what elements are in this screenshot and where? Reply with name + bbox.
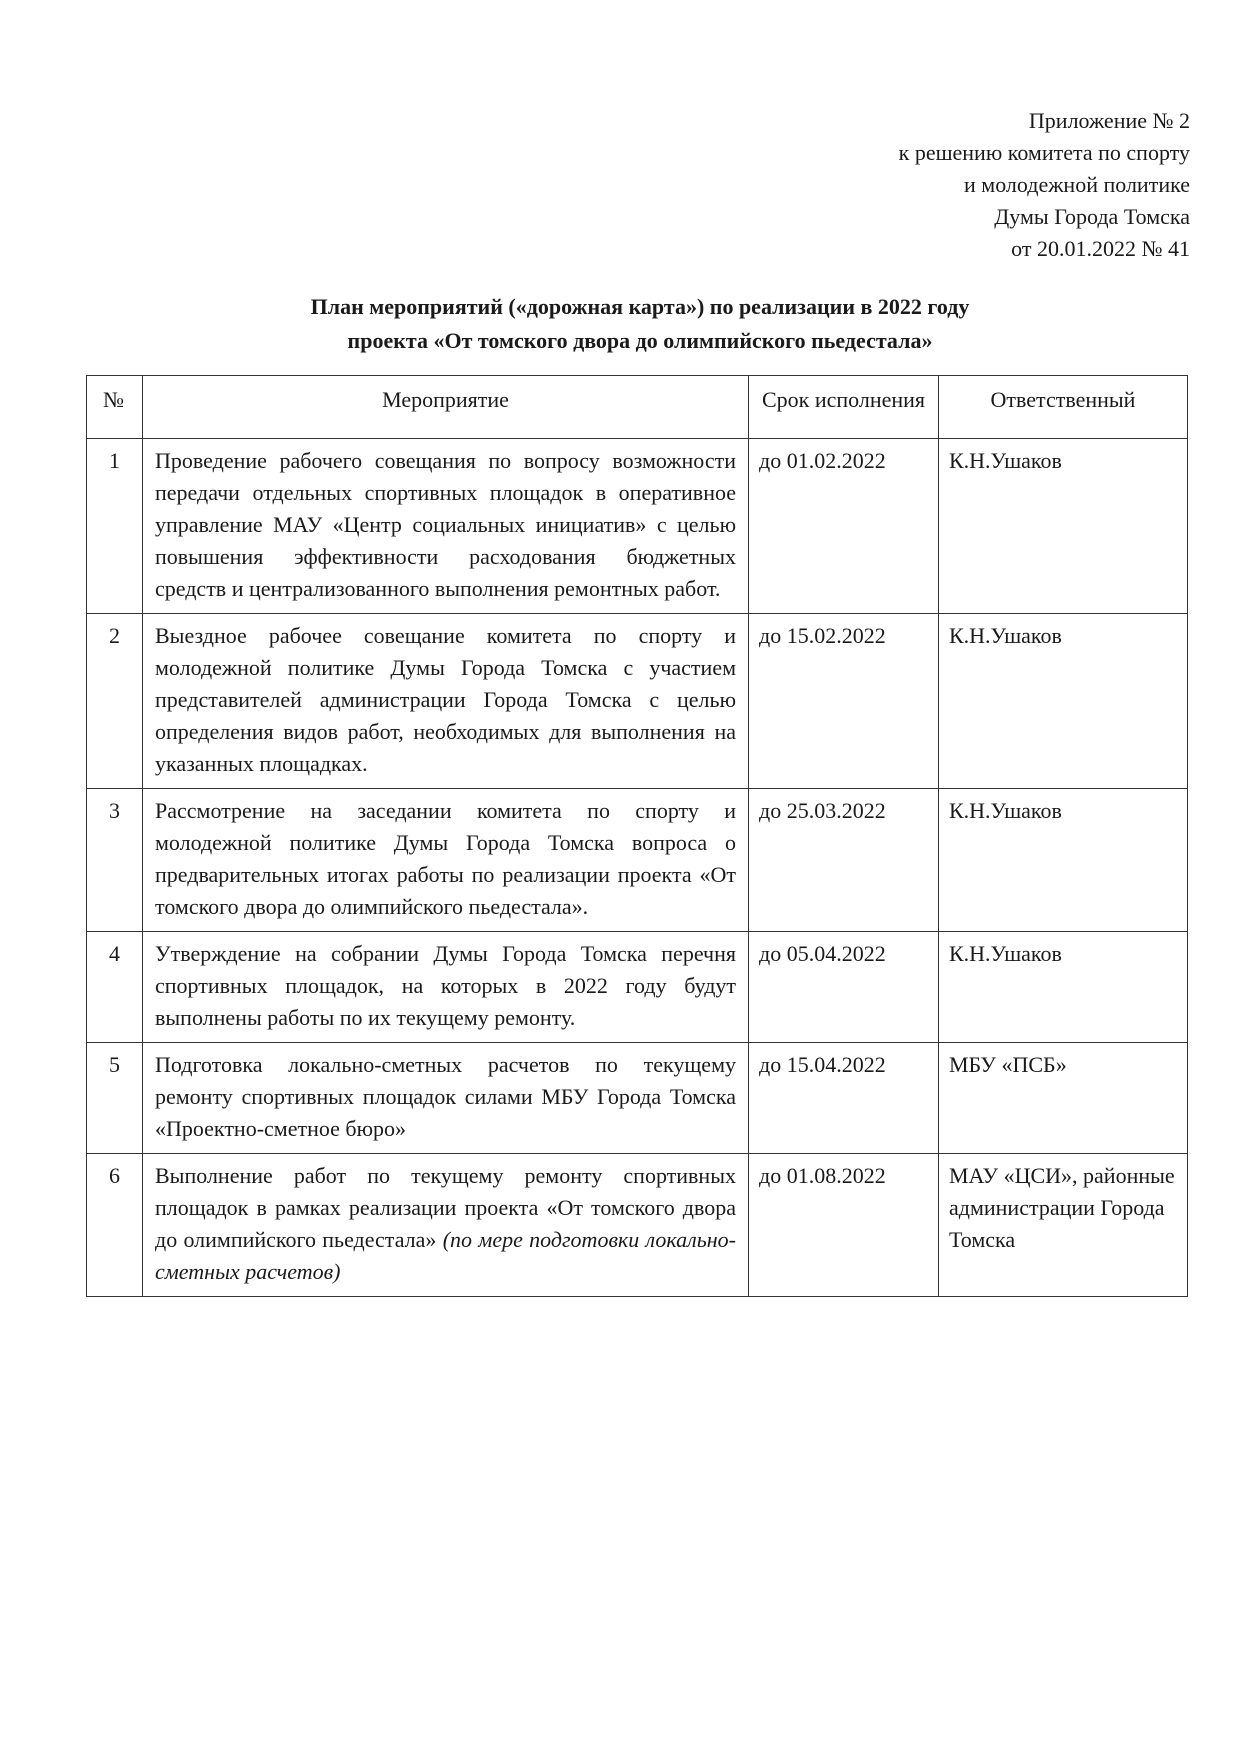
row-deadline: до 15.02.2022 bbox=[749, 614, 939, 789]
table-row bbox=[87, 1043, 1188, 1154]
roadmap-table bbox=[86, 375, 1188, 1297]
row-responsible: К.Н.Ушаков bbox=[939, 932, 1188, 1043]
appendix-line-5: от 20.01.2022 № 41 bbox=[1011, 236, 1190, 261]
row-num: 5 bbox=[87, 1043, 143, 1154]
row-event-text: Выполнение работ по текущему ремонту спортивных площадок в рамках реализации проекта «От томского двора до олимпийского пьедестала» bbox=[155, 1163, 736, 1252]
row-num: 3 bbox=[87, 789, 143, 932]
header-num: № bbox=[87, 376, 143, 439]
row-deadline: до 01.08.2022 bbox=[749, 1154, 939, 1297]
appendix-header bbox=[700, 105, 1190, 265]
row-deadline: до 25.03.2022 bbox=[749, 789, 939, 932]
table-header-row bbox=[87, 376, 1188, 439]
row-num: 2 bbox=[87, 614, 143, 789]
header-deadline: Срок исполнения bbox=[749, 376, 939, 439]
table-row bbox=[87, 789, 1188, 932]
appendix-line-3: и молодежной политике bbox=[964, 172, 1190, 197]
appendix-line-1: Приложение № 2 bbox=[1028, 108, 1190, 133]
row-num: 6 bbox=[87, 1154, 143, 1297]
table-row bbox=[87, 932, 1188, 1043]
appendix-line-4: Думы Города Томска bbox=[994, 204, 1190, 229]
row-event: Утверждение на собрании Думы Города Томска перечня спортивных площадок, на которых в 2022 году будут выполнены работы по их текущему ремонту. bbox=[143, 932, 749, 1043]
row-responsible: К.Н.Ушаков bbox=[939, 439, 1188, 614]
row-num: 1 bbox=[87, 439, 143, 614]
row-deadline: до 15.04.2022 bbox=[749, 1043, 939, 1154]
row-deadline: до 01.02.2022 bbox=[749, 439, 939, 614]
title-line-2: проекта «От томского двора до олимпийского пьедестала» bbox=[347, 328, 933, 353]
header-responsible: Ответственный bbox=[939, 376, 1188, 439]
document-title bbox=[90, 290, 1190, 358]
row-responsible: К.Н.Ушаков bbox=[939, 789, 1188, 932]
appendix-line-2: к решению комитета по спорту bbox=[898, 140, 1190, 165]
row-responsible: МАУ «ЦСИ», районные администрации Города Томска bbox=[939, 1154, 1188, 1297]
table-row bbox=[87, 439, 1188, 614]
row-event: Рассмотрение на заседании комитета по спорту и молодежной политике Думы Города Томска вопроса о предварительных итогах работы по реализации проекта «От томского двора до олимпийского пьедестала». bbox=[143, 789, 749, 932]
row-event-note: (по мере подготовки локально-сметных расчетов) bbox=[155, 1227, 737, 1284]
row-num: 4 bbox=[87, 932, 143, 1043]
header-event: Мероприятие bbox=[143, 376, 749, 439]
row-responsible: К.Н.Ушаков bbox=[939, 614, 1188, 789]
title-line-1: План мероприятий («дорожная карта») по реализации в 2022 году bbox=[310, 294, 970, 319]
table-row bbox=[87, 614, 1188, 789]
row-responsible: МБУ «ПСБ» bbox=[939, 1043, 1188, 1154]
row-event: Выездное рабочее совещание комитета по спорту и молодежной политике Думы Города Томска с участием представителей администрации Города Томска с целью определения видов работ, необходимых для выполнения на указанных площадках. bbox=[143, 614, 749, 789]
row-deadline: до 05.04.2022 bbox=[749, 932, 939, 1043]
row-event: Проведение рабочего совещания по вопросу возможности передачи отдельных спортивных площадок в оперативное управление МАУ «Центр социальных инициатив» с целью повышения эффективности расходования бюджетных средств и централизованного выполнения ремонтных работ. bbox=[143, 439, 749, 614]
table-row bbox=[87, 1154, 1188, 1297]
row-event: Подготовка локально-сметных расчетов по текущему ремонту спортивных площадок силами МБУ Города Томска «Проектно-сметное бюро» bbox=[143, 1043, 749, 1154]
row-event bbox=[143, 1154, 749, 1297]
